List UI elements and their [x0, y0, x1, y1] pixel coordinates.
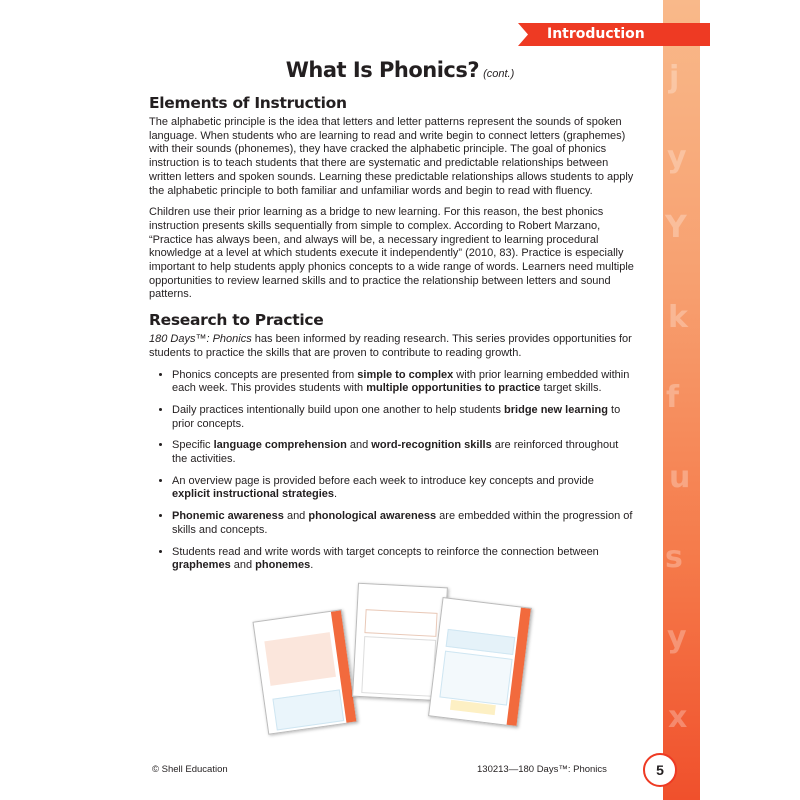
bullet-text: are reinforced throughout the activities.	[172, 439, 619, 466]
bullet-item	[172, 510, 634, 537]
main-content	[149, 93, 634, 581]
bullet-text: Phonics concepts are presented from	[172, 368, 358, 381]
sample-page-thumbnail	[428, 597, 532, 727]
bullet-item	[172, 404, 634, 431]
section-heading: Research to Practice	[149, 311, 324, 330]
bullet-text: are embedded within the progression of skills and concepts.	[172, 510, 633, 536]
page-title-suffix: (cont.)	[483, 68, 515, 80]
paragraph: Children use their prior learning as a bridge to new learning. For this reason, the best phonics instruction presents skills sequentially from simple to complex. According to Robert Marzano, “Practice has always been, and always will be, a necessary ingredient to learning procedural knowledge at a level at which students execute it independently” (2010, 83). Practice is especially important to help students apply phonics concepts to a wide range of words. Learners need multiple opportunities to review learned skills and to practice the relationship between letters and sound patterns.	[149, 206, 634, 301]
bullet-text: to prior concepts.	[172, 403, 621, 430]
sample-page-thumbnail	[253, 609, 358, 734]
intro-text: has been informed by reading research. This series provides opportunities for students to practice the skills that are proven to contribute to reading growth.	[149, 333, 632, 359]
series-title: 180 Days™: Phonics	[149, 333, 252, 346]
page-number: 5	[643, 753, 677, 787]
bullet-text: target skills.	[540, 382, 602, 395]
bullet-text: and	[346, 439, 372, 452]
decorative-letter-strip: j y Y k f u s y x	[663, 0, 700, 800]
bold-phrase: phonological awareness	[308, 510, 437, 523]
bullet-text: with prior learning embedded within each week. This provides students with	[172, 368, 630, 395]
section-heading: Elements of Instruction	[149, 94, 347, 112]
paragraph: The alphabetic principle is the idea that letters and letter patterns represent the sounds of spoken language. When students who are learning to read and write begin to connect letters (graphemes) with their sounds (phonemes), they have cracked the alphabetic principle. The goal of phonics instruction is to teach students that there are systematic and predictable relationships between written letters and spoken sounds. Learning these predictable relationships allows students to apply the alphabetic principle to both familiar and unfamiliar words and begin to read with fluency.	[149, 116, 634, 197]
bold-phrase: Phonemic awareness	[172, 510, 284, 523]
bullet-text: Specific	[172, 439, 214, 452]
bullet-item	[172, 546, 634, 573]
bold-phrase: multiple opportunities to practice	[366, 382, 541, 395]
bold-phrase: word-recognition skills	[371, 439, 492, 452]
bold-phrase: graphemes	[172, 559, 231, 572]
bullet-text: Students read and write words with target concepts to reinforce the connection between	[172, 545, 599, 558]
copyright: © Shell Education	[152, 764, 228, 775]
page-title	[0, 58, 800, 82]
bullet-list	[149, 369, 634, 573]
bold-phrase: explicit instructional strategies	[172, 488, 334, 501]
bold-phrase: simple to complex	[357, 368, 454, 381]
bullet-text: .	[310, 559, 314, 572]
page-title-main: What Is Phonics?	[285, 58, 480, 82]
bullet-item	[172, 369, 634, 396]
bullet-item	[172, 439, 634, 466]
bullet-item	[172, 475, 634, 502]
bullet-text: Daily practices intentionally build upon one another to help students	[172, 403, 505, 416]
intro-paragraph	[149, 333, 634, 360]
bold-phrase: bridge new learning	[504, 403, 608, 416]
bullet-text: .	[334, 488, 338, 501]
bullet-text: and	[283, 510, 309, 523]
bullet-text: An overview page is provided before each week to introduce key concepts and provide	[172, 474, 594, 487]
sample-pages-illustration	[255, 580, 545, 730]
bold-phrase: phonemes	[255, 559, 311, 572]
section-tab-label: Introduction	[547, 26, 645, 42]
bullet-text: and	[230, 559, 256, 572]
bold-phrase: language comprehension	[213, 439, 347, 452]
product-code: 130213—180 Days™: Phonics	[477, 764, 607, 775]
